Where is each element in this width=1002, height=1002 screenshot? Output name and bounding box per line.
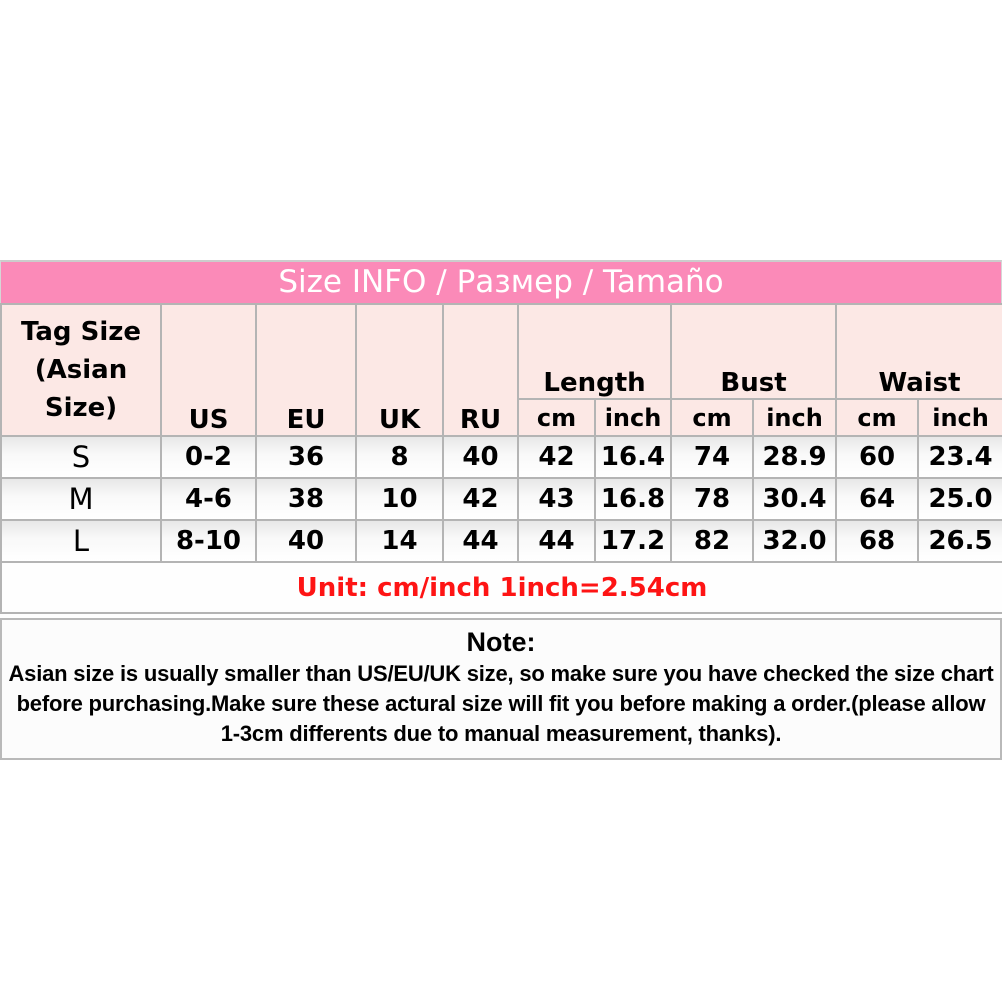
data-cell: 17.2 <box>595 520 671 562</box>
data-cell: 26.5 <box>918 520 1002 562</box>
data-cell: 16.8 <box>595 478 671 520</box>
size-chart-title: Size INFO / Размер / Tamaño <box>278 264 724 300</box>
data-cell: 40 <box>256 520 356 562</box>
note-heading: Note: <box>466 627 536 657</box>
header-bust-inch: inch <box>753 399 836 436</box>
header-waist-cm: cm <box>836 399 918 436</box>
header-row-groups <box>1 304 1002 399</box>
size-chart <box>0 260 1002 760</box>
header-bust-cm: cm <box>671 399 753 436</box>
header-bust: Bust <box>671 304 836 399</box>
header-length-inch: inch <box>595 399 671 436</box>
data-cell: 44 <box>443 520 518 562</box>
header-tag-size: Tag Size (Asian Size) <box>1 304 161 436</box>
data-cell: 30.4 <box>753 478 836 520</box>
data-cell: 10 <box>356 478 443 520</box>
header-waist-inch: inch <box>918 399 1002 436</box>
header-length: Length <box>518 304 671 399</box>
note-box <box>0 618 1002 760</box>
unit-line: Unit: cm/inch 1inch=2.54cm <box>1 562 1002 613</box>
size-cell: S <box>1 436 161 478</box>
size-chart-title-bar <box>0 260 1002 303</box>
data-cell: 28.9 <box>753 436 836 478</box>
unit-row <box>1 562 1002 613</box>
data-cell: 4-6 <box>161 478 256 520</box>
table-row-m <box>1 478 1002 520</box>
size-cell: L <box>1 520 161 562</box>
data-cell: 40 <box>443 436 518 478</box>
data-cell: 0-2 <box>161 436 256 478</box>
note-body: Asian size is usually smaller than US/EU/UK size, so make sure you have checked the size chart before purchasing.Make sure these actural size will fit you before making a order.(please allow 1-3cm differents due to manual measurement, thanks). <box>8 661 994 746</box>
data-cell: 82 <box>671 520 753 562</box>
header-eu: EU <box>256 304 356 436</box>
size-table <box>0 303 1002 614</box>
data-cell: 23.4 <box>918 436 1002 478</box>
data-cell: 42 <box>443 478 518 520</box>
data-cell: 16.4 <box>595 436 671 478</box>
header-waist: Waist <box>836 304 1002 399</box>
size-cell: M <box>1 478 161 520</box>
data-cell: 60 <box>836 436 918 478</box>
data-cell: 8-10 <box>161 520 256 562</box>
data-cell: 68 <box>836 520 918 562</box>
data-cell: 8 <box>356 436 443 478</box>
data-cell: 64 <box>836 478 918 520</box>
data-cell: 32.0 <box>753 520 836 562</box>
data-cell: 14 <box>356 520 443 562</box>
table-row-l <box>1 520 1002 562</box>
data-cell: 36 <box>256 436 356 478</box>
table-row-s <box>1 436 1002 478</box>
header-ru: RU <box>443 304 518 436</box>
data-cell: 38 <box>256 478 356 520</box>
header-length-cm: cm <box>518 399 595 436</box>
data-cell: 74 <box>671 436 753 478</box>
data-cell: 42 <box>518 436 595 478</box>
data-cell: 78 <box>671 478 753 520</box>
header-uk: UK <box>356 304 443 436</box>
data-cell: 25.0 <box>918 478 1002 520</box>
data-cell: 44 <box>518 520 595 562</box>
data-cell: 43 <box>518 478 595 520</box>
header-us: US <box>161 304 256 436</box>
